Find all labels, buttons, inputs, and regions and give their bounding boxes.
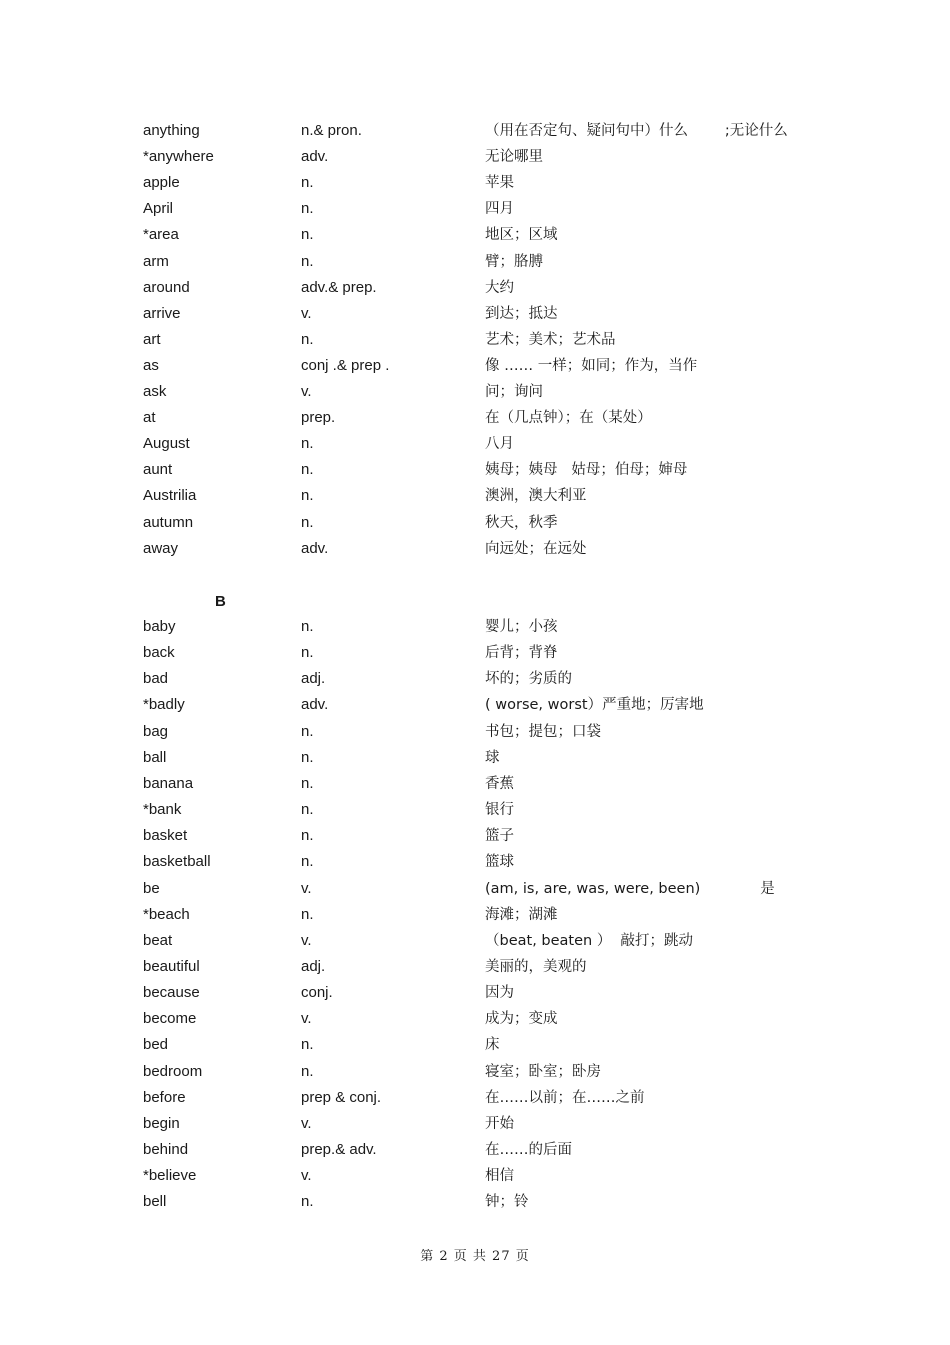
vocab-meaning: 姨母；姨母 姑母；伯母；婶母 [485, 462, 688, 479]
vocab-pos: n. [301, 1036, 314, 1054]
vocab-pos: conj. [301, 984, 333, 1002]
vocab-row [0, 692, 950, 718]
vocab-word: bedroom [143, 1062, 203, 1080]
vocab-row [0, 928, 950, 954]
vocab-meaning: 问；询问 [485, 384, 543, 400]
vocab-pos: v. [301, 1167, 312, 1185]
vocab-pos: v. [301, 931, 312, 949]
vocab-pos: n. [301, 853, 314, 871]
vocab-row [0, 483, 950, 509]
vocab-meaning: 澳洲，澳大利亚 [485, 488, 587, 505]
vocab-row [0, 1111, 950, 1137]
vocab-pos: n. [301, 513, 314, 531]
vocab-word: bell [143, 1193, 167, 1211]
vocab-row [0, 823, 950, 849]
vocab-meaning: ( worse, worst）严重地；厉害地 [485, 697, 704, 714]
vocab-row [0, 196, 950, 222]
vocab-meaning: 因为 [485, 985, 514, 1002]
vocab-word: *anywhere [143, 148, 214, 166]
vocab-meaning: 向远处；在远处 [485, 540, 587, 557]
vocab-pos: n. [301, 905, 314, 923]
page-footer: 第 2 页 共 27 页 [420, 1249, 530, 1264]
vocab-pos: adv.& prep. [301, 278, 377, 296]
vocab-row [0, 353, 950, 379]
vocab-row [0, 1163, 950, 1189]
vocab-word: begin [143, 1114, 180, 1132]
vocab-pos: adj. [301, 957, 326, 975]
vocab-row [0, 614, 950, 640]
vocab-word: art [143, 330, 161, 348]
vocab-meaning: 后背；背脊 [485, 645, 558, 662]
vocab-row [0, 719, 950, 745]
vocab-word: baby [143, 618, 176, 635]
vocab-row [0, 1189, 950, 1215]
vocab-pos: prep & conj. [301, 1088, 382, 1106]
section-heading-b: B [215, 593, 226, 610]
vocab-word: before [143, 1088, 186, 1106]
vocab-row [0, 797, 950, 823]
vocab-word: banana [143, 774, 194, 792]
vocab-meaning: 成为；变成 [485, 1011, 558, 1028]
vocab-pos: n. [301, 252, 314, 270]
vocab-meaning: 篮子 [485, 828, 514, 845]
vocab-row [0, 954, 950, 980]
vocab-word: Austrilia [143, 487, 197, 505]
vocab-meaning: 在……的后面 [485, 1142, 572, 1158]
vocab-word: arrive [143, 304, 181, 322]
vocab-pos: n.& pron. [301, 122, 362, 139]
vocab-meaning: 相信 [485, 1168, 514, 1185]
vocab-pos: n. [301, 200, 314, 218]
vocab-word: autumn [143, 513, 194, 531]
vocab-word: be [143, 879, 160, 897]
vocab-pos: n. [301, 226, 314, 244]
vocab-meaning: 美丽的，美观的 [485, 958, 587, 975]
vocab-pos: n. [301, 330, 314, 348]
vocab-row [0, 1032, 950, 1058]
vocab-word: behind [143, 1141, 189, 1158]
vocab-pos: n. [301, 722, 314, 740]
vocab-pos: n. [301, 801, 314, 819]
vocab-word: *area [143, 226, 179, 244]
vocab-word: away [143, 539, 179, 557]
vocab-row [0, 510, 950, 536]
vocab-pos: prep.& adv. [301, 1141, 377, 1158]
vocab-meaning: 大约 [485, 279, 514, 296]
vocab-row [0, 536, 950, 562]
vocab-word: around [143, 278, 190, 296]
vocab-word: bed [143, 1036, 169, 1054]
vocab-pos: v. [301, 383, 312, 400]
vocab-row [0, 876, 950, 902]
vocab-pos: n. [301, 618, 314, 635]
vocab-word: apple [143, 174, 180, 192]
vocab-pos: n. [301, 827, 314, 845]
vocab-pos: v. [301, 1114, 312, 1132]
vocab-word: back [143, 644, 175, 662]
vocab-row [0, 1085, 950, 1111]
vocab-word: ball [143, 748, 167, 766]
vocab-word: basket [143, 827, 188, 845]
vocab-word: anything [143, 122, 200, 139]
vocab-row [0, 457, 950, 483]
vocab-meaning: 坏的；劣质的 [485, 671, 572, 688]
vocab-row [0, 118, 950, 144]
vocab-pos: n. [301, 487, 314, 505]
vocab-word: bad [143, 670, 169, 688]
vocab-pos: v. [301, 304, 312, 322]
vocab-pos: n. [301, 435, 314, 453]
vocab-meaning: 在（几点钟）；在（某处） [485, 410, 652, 427]
vocab-meaning: 篮球 [485, 854, 514, 871]
vocab-meaning: 在……以前；在……之前 [485, 1089, 645, 1106]
vocab-row [0, 980, 950, 1006]
vocab-word: aunt [143, 461, 173, 479]
vocab-row [0, 249, 950, 275]
vocab-meaning: 寝室；卧室；卧房 [485, 1063, 601, 1080]
vocab-word: *beach [143, 905, 190, 923]
vocab-pos: n. [301, 774, 314, 792]
vocab-row [0, 1006, 950, 1032]
vocab-pos: v. [301, 1010, 312, 1028]
vocab-pos: adv. [301, 539, 329, 557]
vocab-word: *badly [143, 696, 185, 714]
vocab-word: at [143, 409, 156, 427]
vocab-word: basketball [143, 853, 211, 871]
vocab-row [0, 431, 950, 457]
vocab-row [0, 1059, 950, 1085]
vocab-meaning: 床 [485, 1037, 500, 1054]
vocab-word: arm [143, 252, 169, 270]
vocab-meaning: 秋天，秋季 [485, 514, 558, 531]
vocab-row [0, 327, 950, 353]
vocab-row [0, 849, 950, 875]
vocab-row [0, 640, 950, 666]
vocab-row [0, 902, 950, 928]
vocab-meaning: 到达；抵达 [485, 305, 558, 322]
vocab-word: *believe [143, 1167, 197, 1185]
vocab-meaning: 婴儿；小孩 [485, 619, 558, 635]
vocab-word: beat [143, 931, 173, 949]
vocab-meaning: 银行 [485, 802, 514, 819]
vocab-meaning: 海滩；湖滩 [485, 906, 558, 923]
vocab-row [0, 771, 950, 797]
vocab-pos: adv. [301, 148, 329, 166]
vocab-pos: n. [301, 1193, 314, 1211]
vocab-word: ask [143, 383, 167, 400]
vocab-row [0, 275, 950, 301]
vocab-pos: n. [301, 748, 314, 766]
vocab-word: April [143, 200, 174, 218]
vocab-meaning: 开始 [485, 1115, 514, 1132]
vocab-word: beautiful [143, 957, 200, 975]
vocab-meaning: 八月 [485, 436, 514, 453]
vocab-pos: adj. [301, 670, 326, 688]
vocab-pos: conj .& prep . [301, 356, 390, 374]
vocab-pos: n. [301, 644, 314, 662]
vocab-row [0, 745, 950, 771]
vocab-word: bag [143, 722, 169, 740]
vocab-meaning: 地区；区域 [485, 227, 558, 244]
vocab-meaning: 球 [485, 749, 500, 766]
vocab-meaning: 香蕉 [485, 775, 514, 792]
vocab-row [0, 170, 950, 196]
vocab-row [0, 379, 950, 405]
vocab-word: August [143, 435, 190, 453]
vocab-meaning: (am, is, are, was, were, been) 是 [485, 880, 775, 897]
vocab-word: as [143, 356, 159, 374]
vocab-meaning: 像 …… 一样；如同；作为，当作 [485, 357, 698, 374]
vocab-meaning: （用在否定句、疑问句中）什么 ;无论什么 [485, 123, 788, 139]
vocab-row [0, 301, 950, 327]
vocab-meaning: 四月 [485, 201, 514, 218]
vocab-row [0, 222, 950, 248]
vocab-pos: n. [301, 1062, 314, 1080]
vocab-meaning: 书包；提包；口袋 [485, 723, 601, 740]
vocab-row [0, 1137, 950, 1163]
vocab-word: become [143, 1010, 197, 1028]
vocab-word: *bank [143, 801, 182, 819]
vocab-row [0, 144, 950, 170]
vocab-pos: n. [301, 174, 314, 192]
vocab-meaning: 艺术；美术；艺术品 [485, 331, 616, 348]
vocab-row [0, 666, 950, 692]
vocab-pos: n. [301, 461, 314, 479]
vocab-meaning: 臂；胳膊 [485, 253, 543, 270]
vocab-pos: prep. [301, 409, 336, 427]
vocab-pos: adv. [301, 696, 329, 714]
vocab-word: because [143, 984, 200, 1002]
vocab-meaning: （beat, beaten ） 敲打；跳动 [485, 932, 694, 949]
vocab-meaning: 苹果 [485, 175, 514, 192]
vocab-meaning: 钟；铃 [485, 1194, 529, 1211]
vocab-pos: v. [301, 879, 312, 897]
vocab-row [0, 405, 950, 431]
vocab-meaning: 无论哪里 [485, 149, 543, 166]
